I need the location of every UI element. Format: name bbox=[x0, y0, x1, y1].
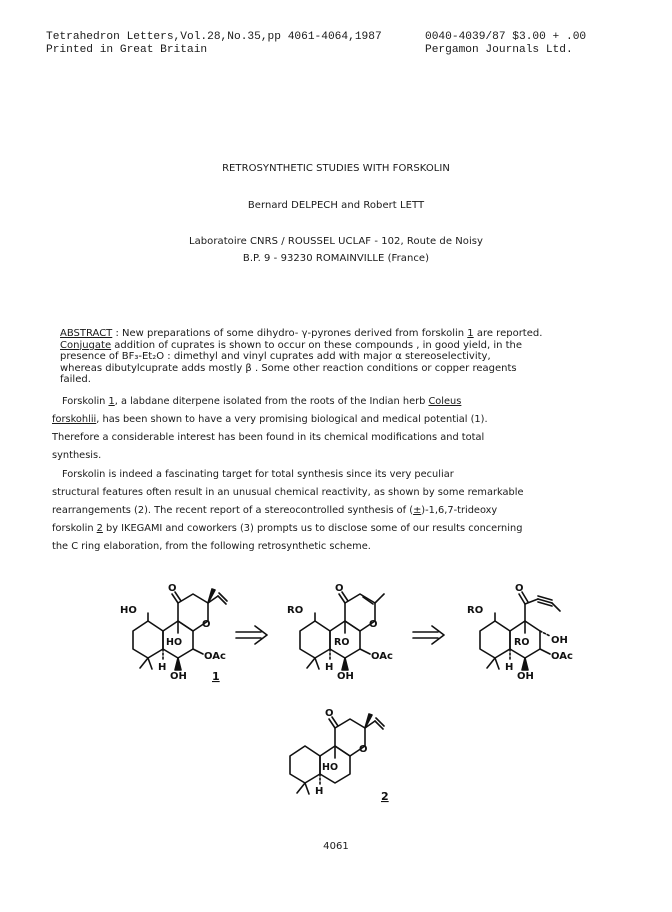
compound-middle-oh: OH bbox=[337, 671, 354, 682]
compound-1-ring-o: O bbox=[202, 619, 211, 630]
compound-right-ro: RO bbox=[467, 605, 484, 616]
compound-1-h: H bbox=[158, 662, 167, 673]
compound-2-h: H bbox=[315, 786, 324, 797]
compound-2-ho-center: HO bbox=[322, 762, 339, 773]
compound-right-oac: OAc bbox=[551, 651, 573, 662]
compound-right-side-oh: OH bbox=[551, 635, 568, 646]
abstract-line-3: presence of BF₃-Et₂O : dimethyl and vinyl cuprates add with major α stereoselectivity, bbox=[60, 351, 491, 362]
compound-right-structure bbox=[480, 592, 560, 670]
compound-1-ho-center: HO bbox=[166, 637, 183, 648]
abstract-label: ABSTRACT bbox=[60, 328, 113, 339]
compound-1-oh: OH bbox=[170, 671, 187, 682]
price-code: 0040-4039/87 $3.00 + .00 bbox=[425, 31, 587, 43]
page-number: 4061 bbox=[323, 841, 349, 852]
abstract-line-2: Conjugate addition of cuprates is shown to occur on these compounds , in good yield, in the bbox=[60, 339, 523, 351]
paragraph-1-line-2: forskohlii, has been shown to have a very promising biological and medical potential (1). bbox=[52, 414, 488, 425]
printed-in: Printed in Great Britain bbox=[46, 44, 208, 56]
journal-citation: Tetrahedron Letters,Vol.28,No.35,pp 4061-4064,1987 bbox=[46, 31, 382, 43]
compound-1-carbonyl-o: O bbox=[168, 583, 177, 594]
affiliation-line-2: B.P. 9 - 93230 ROMAINVILLE (France) bbox=[242, 253, 430, 264]
paragraph-1-line-4: synthesis. bbox=[52, 450, 102, 461]
abstract-line-5: failed. bbox=[60, 374, 91, 385]
paragraph-2-line-1: Forskolin is indeed a fascinating target for total synthesis since its very peculiar bbox=[62, 469, 454, 480]
compound-2-label: 2 bbox=[381, 790, 389, 803]
compound-1-label: 1 bbox=[212, 670, 220, 683]
authors: Bernard DELPECH and Robert LETT bbox=[247, 200, 425, 211]
paper-title: RETROSYNTHETIC STUDIES WITH FORSKOLIN bbox=[222, 163, 450, 174]
abstract-line-1: ABSTRACT : New preparations of some dihydro- γ-pyrones derived from forskolin 1 are reported. bbox=[60, 328, 543, 339]
compound-2-carbonyl-o: O bbox=[325, 708, 334, 719]
retro-arrow-1 bbox=[236, 626, 267, 644]
compound-right-ro-center: RO bbox=[514, 637, 530, 648]
publisher: Pergamon Journals Ltd. bbox=[425, 44, 573, 56]
compound-1-oac: OAc bbox=[204, 651, 226, 662]
compound-middle-h: H bbox=[325, 662, 334, 673]
affiliation-line-1: Laboratoire CNRS / ROUSSEL UCLAF - 102, Route de Noisy bbox=[188, 236, 484, 247]
paragraph-1-line-3: Therefore a considerable interest has been found in its chemical modifications and total bbox=[52, 432, 485, 443]
compound-middle-ring-o: O bbox=[369, 619, 378, 630]
compound-middle-oac: OAc bbox=[371, 651, 393, 662]
compound-middle-carbonyl-o: O bbox=[335, 583, 344, 594]
compound-right-h: H bbox=[505, 662, 514, 673]
compound-middle-ro: RO bbox=[287, 605, 304, 616]
retro-arrow-2 bbox=[413, 626, 444, 644]
compound-right-carbonyl-o: O bbox=[515, 583, 524, 594]
compound-2-ring-o: O bbox=[359, 744, 368, 755]
paragraph-2-line-5: the C ring elaboration, from the following retrosynthetic scheme. bbox=[52, 541, 371, 552]
paragraph-2-line-2: structural features often result in an unusual chemical reactivity, as shown by some remarkable bbox=[52, 487, 524, 498]
compound-middle-ro-center: RO bbox=[334, 637, 350, 648]
compound-2-structure bbox=[290, 714, 384, 794]
compound-right-oh: OH bbox=[517, 671, 534, 682]
paragraph-2-line-4: forskolin 2 by IKEGAMI and coworkers (3) prompts us to disclose some of our results concerning bbox=[52, 523, 523, 534]
abstract-line-4: whereas dibutylcuprate adds mostly β . Some other reaction conditions or copper reagents bbox=[60, 362, 517, 374]
compound-1-ho: HO bbox=[120, 605, 137, 616]
paragraph-2-line-3: rearrangements (2). The recent report of a stereocontrolled synthesis of (±)-1,6,7-trideoxy bbox=[52, 505, 498, 516]
paragraph-1-line-1: Forskolin 1, a labdane diterpene isolated from the roots of the Indian herb Coleus bbox=[62, 396, 462, 407]
